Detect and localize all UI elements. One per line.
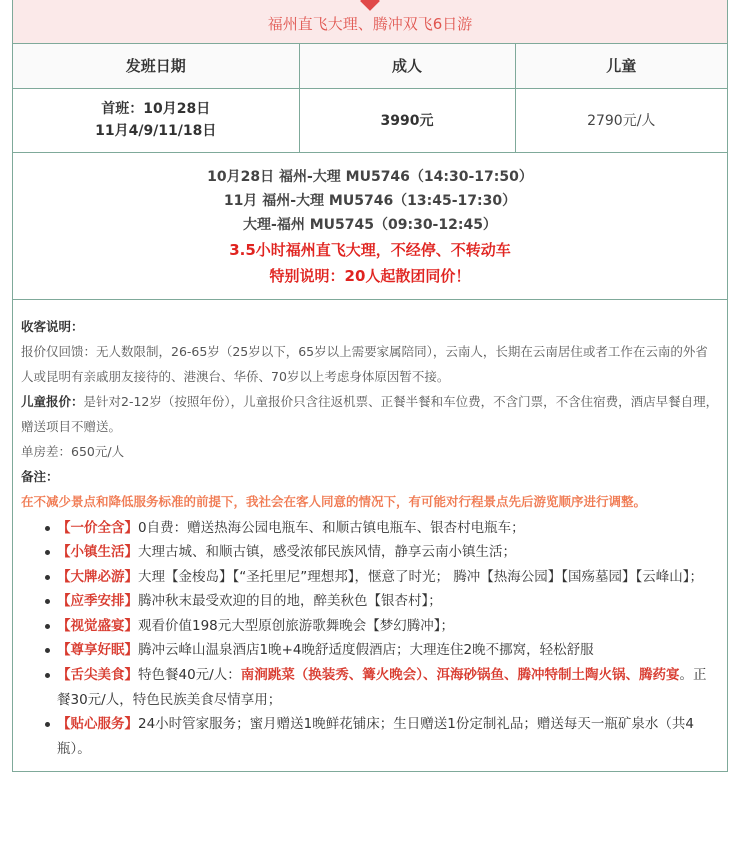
table-row <box>13 88 727 152</box>
itinerary-card <box>12 0 728 772</box>
special-note-highlight: 特别说明：20人起散团同价！ <box>269 266 471 285</box>
flight-line-3: 大理-福州 MU5745（09:30-12:45） <box>243 216 497 233</box>
direct-flight-highlight: 3.5小时福州直飞大理，不经停、不转动车 <box>229 240 511 259</box>
list-item <box>45 516 719 541</box>
table-header-row <box>13 44 727 88</box>
feature-tag: 【贴心服务】 <box>57 716 138 733</box>
list-item <box>45 589 719 614</box>
child-pricing-note <box>21 389 719 439</box>
feature-tag: 【尊享好眠】 <box>57 642 138 659</box>
title-bar <box>13 0 727 44</box>
child-price: 2790元/人 <box>515 88 727 152</box>
flight-line-1: 10月28日 福州-大理 MU5746（14:30-17:50） <box>207 168 533 185</box>
page-title: 福州直飞大理、腾冲双飞6日游 <box>267 15 473 33</box>
feature-text: 腾冲云峰山温泉酒店1晚+4晚舒适度假酒店；大理连住2晚不挪窝，轻松舒服 <box>138 642 594 659</box>
feature-tag: 【大牌必游】 <box>57 568 138 585</box>
feature-text-after: 。正餐30元/人，特色民族美食尽情享用； <box>57 667 707 708</box>
list-item <box>45 712 719 761</box>
remark-text: 在不减少景点和降低服务标准的前提下，我社会在客人同意的情况下，有可能对行程景点先后游览顺序进行调整。 <box>21 493 647 509</box>
feature-tag: 【应季安排】 <box>57 593 138 610</box>
price-table <box>13 44 727 153</box>
feature-text: 大理【金梭岛】【“圣托里尼”理想邦】，惬意了时光； 腾冲【热海公园】【国殇墓园】【云峰山】； <box>138 568 704 585</box>
diamond-pin-icon <box>360 0 380 11</box>
other-departure-dates: 11月4/9/11/18日 <box>95 123 217 139</box>
feature-tag: 【小镇生活】 <box>57 544 138 561</box>
child-pricing-label: 儿童报价： <box>21 393 84 409</box>
feature-tag: 【视觉盛宴】 <box>57 617 138 634</box>
feature-text: 腾冲秋末最受欢迎的目的地，醉美秋色【银杏村】； <box>138 593 442 610</box>
feature-tag: 【一价全含】 <box>57 519 138 536</box>
child-pricing-text: 是针对2-12岁（按照年份），儿童报价只含往返机票、正餐半餐和车位费，不含门票，不含住宿费，酒店早餐自理，赠送项目不赠送。 <box>21 393 719 434</box>
feature-text: 观看价值198元大型原创旅游歌舞晚会【梦幻腾冲】； <box>138 617 455 634</box>
single-room-surcharge: 单房差：650元/人 <box>21 443 125 459</box>
first-departure-date: 首班：10月28日 <box>101 101 211 117</box>
feature-text: 24小时管家服务；蜜月赠送1晚鲜花铺床；生日赠送1份定制礼品；赠送每天一瓶矿泉水（共4瓶）。 <box>57 716 694 757</box>
feature-tag: 【舌尖美食】 <box>57 667 138 684</box>
feature-list <box>21 516 719 762</box>
header-adult: 成人 <box>299 44 515 88</box>
list-item <box>45 638 719 663</box>
list-item <box>45 614 719 639</box>
flight-line-2: 11月 福州-大理 MU5746（13:45-17:30） <box>223 192 517 209</box>
departure-dates-cell <box>13 88 299 152</box>
header-departure-date: 发班日期 <box>13 44 299 88</box>
remark-label: 备注： <box>21 468 59 484</box>
header-child: 儿童 <box>515 44 727 88</box>
adult-price: 3990元 <box>299 88 515 152</box>
notes-section <box>13 300 727 772</box>
list-item <box>45 540 719 565</box>
flight-info <box>13 153 727 300</box>
feature-text: 特色餐40元/人： <box>138 667 241 684</box>
feature-highlight: 南涧跳菜（换装秀、篝火晚会）、洱海砂锅鱼、腾冲特制土陶火锅、腾药宴 <box>240 667 680 684</box>
receive-text: 报价仅回馈：无人数限制，26-65岁（25岁以下，65岁以上需要家属陪同），云南人，长期在云南居住或者工作在云南的外省人或昆明有亲戚朋友接待的、港澳台、华侨、70岁以上考虑身体原因暂不接。 <box>21 343 708 384</box>
receive-label: 收客说明： <box>21 318 84 334</box>
feature-text: 0自费：赠送热海公园电瓶车、和顺古镇电瓶车、银杏村电瓶车； <box>138 519 525 536</box>
list-item <box>45 565 719 590</box>
list-item <box>45 663 719 712</box>
feature-text: 大理古城、和顺古镇，感受浓郁民族风情，静享云南小镇生活； <box>138 544 516 561</box>
